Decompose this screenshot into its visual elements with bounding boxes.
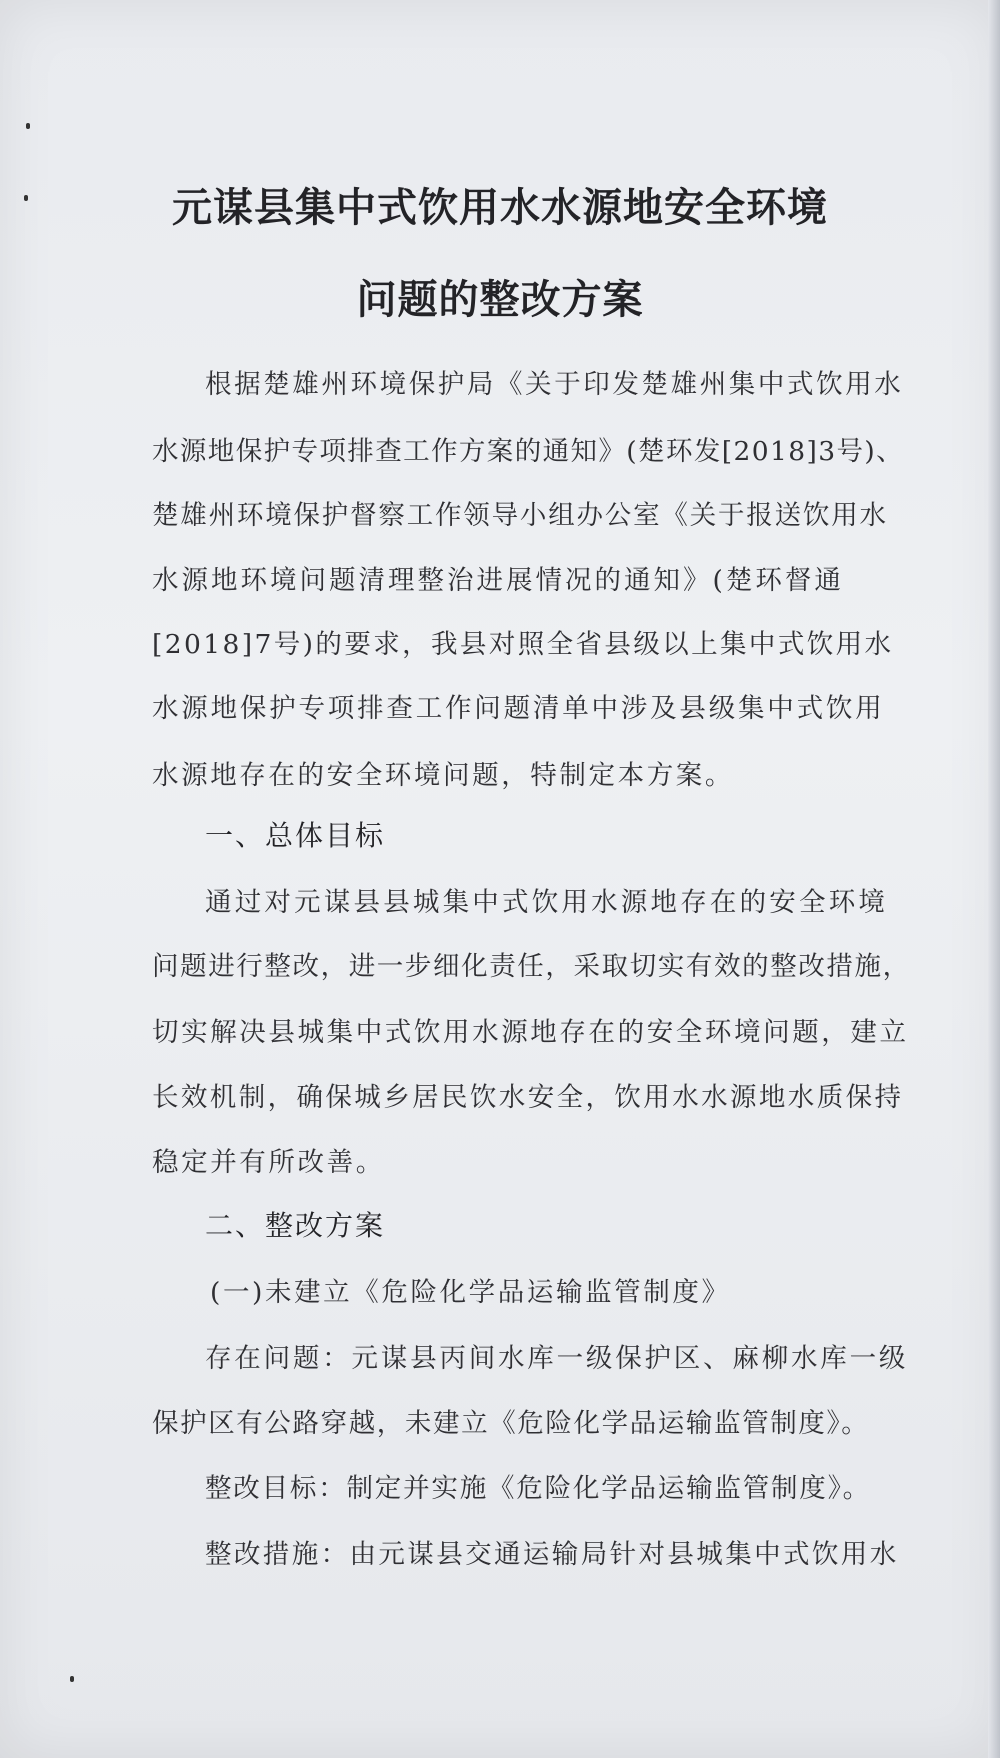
subsection-1-line: 存在问题：元谋县丙间水库一级保护区、麻柳水库一级 (205, 1343, 909, 1374)
intro-line: 水源地保护专项排查工作方案的通知》(楚环发[2018]3号)、 (152, 436, 905, 467)
section-1-line: 问题进行整改，进一步细化责任，采取切实有效的整改措施， (152, 951, 911, 982)
intro-line: 水源地环境问题清理整治进展情况的通知》(楚环督通 (152, 565, 844, 596)
section-1-line: 稳定并有所改善。 (152, 1147, 385, 1178)
intro-line: 楚雄州环境保护督察工作领导小组办公室《关于报送饮用水 (152, 500, 888, 531)
document-title-line-1: 元谋县集中式饮用水水源地安全环境 (172, 184, 828, 231)
section-1-line: 长效机制，确保城乡居民饮水安全，饮用水水源地水质保持 (152, 1082, 904, 1113)
page-edge-shadow (988, 0, 1000, 1758)
document-title-line-2: 问题的整改方案 (356, 276, 644, 323)
subsection-heading: (一)未建立《危险化学品运输监管制度》 (210, 1277, 731, 1308)
speck-mark (70, 1676, 74, 1682)
subsection-1-line: 整改目标：制定并实施《危险化学品运输监管制度》。 (205, 1473, 871, 1504)
speck-mark (26, 123, 30, 129)
section-1-line: 切实解决县城集中式饮用水源地存在的安全环境问题，建立 (152, 1017, 909, 1048)
subsection-1-line: 整改措施：由元谋县交通运输局针对县城集中式饮用水 (205, 1539, 899, 1570)
subsection-1-line: 保护区有公路穿越，未建立《危险化学品运输监管制度》。 (152, 1408, 870, 1439)
intro-line: 根据楚雄州环境保护局《关于印发楚雄州集中式饮用水 (205, 369, 904, 400)
intro-line: 水源地存在的安全环境问题，特制定本方案。 (152, 760, 734, 791)
intro-line: [2018]7号)的要求，我县对照全省县级以上集中式饮用水 (152, 629, 894, 660)
intro-line: 水源地保护专项排查工作问题清单中涉及县级集中式饮用 (152, 693, 885, 724)
section-1-line: 通过对元谋县县城集中式饮用水源地存在的安全环境 (205, 887, 889, 918)
section-heading: 一、总体目标 (205, 819, 386, 852)
section-heading: 二、整改方案 (205, 1209, 386, 1242)
